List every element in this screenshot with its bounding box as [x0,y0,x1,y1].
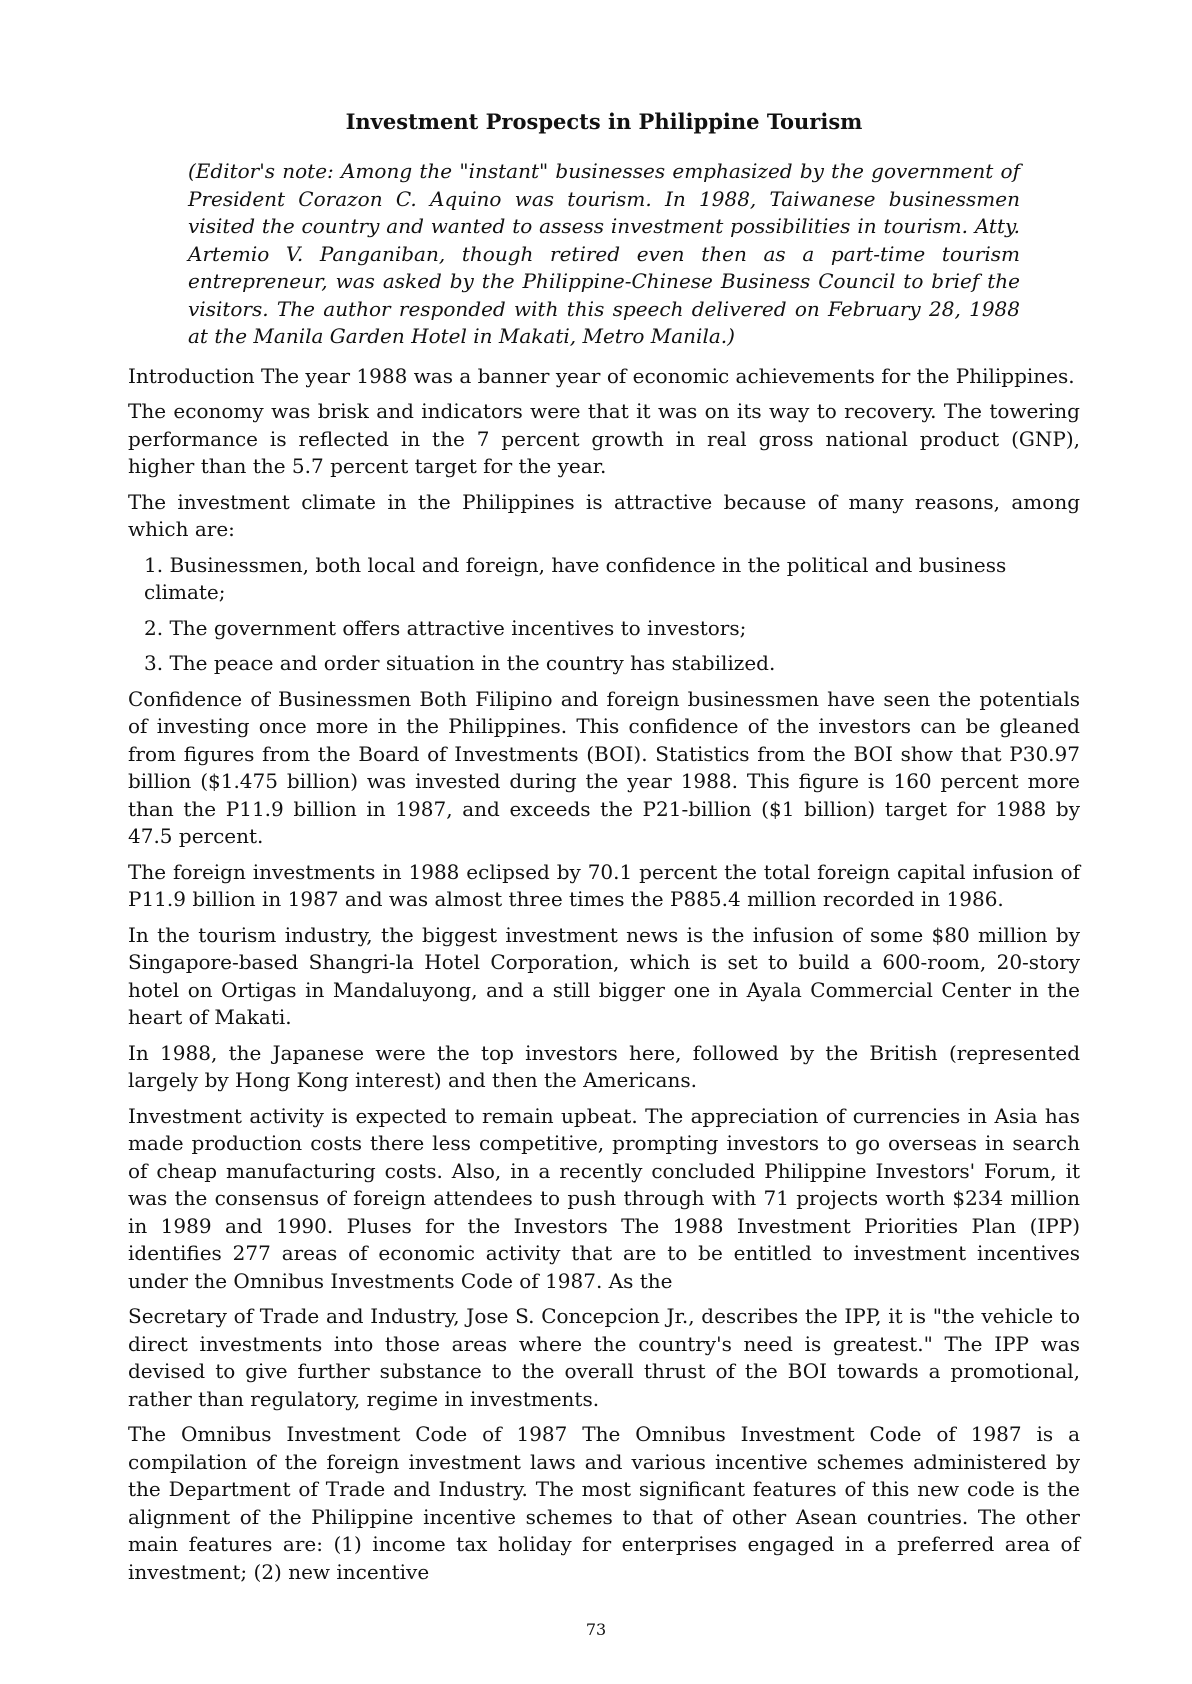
document-page [128,108,1080,1594]
page-number: 73 [585,1620,607,1639]
list-item: 1. Businessmen, both local and foreign, have confidence in the political and business climate; [144,552,1007,604]
paragraph-secretary: Secretary of Trade and Industry, Jose S. Concepcion Jr., describes the IPP, it is "the vehicle to direct investments into those areas where the country's need is greatest." The IPP was devised to give further substance to the overall thrust of the BOI towards a promotional, rather than regulatory, regime in investments. [128,1304,1080,1411]
list-item: 3. The peace and order situation in the country has stabilized. [144,651,776,675]
paragraph-omnibus-code: The Omnibus Investment Code of 1987 The Omnibus Investment Code of 1987 is a compilation of the foreign investment laws and various incentive schemes administered by the Department of Trade and Industry. The most significant features of this new code is the alignment of the Philippine incentive schemes to that of other Asean countries. The other main features are: (1) income tax holiday for enterprises engaged in a preferred area of investment; (2) new incentive [128,1422,1080,1584]
paragraph-introduction: Introduction The year 1988 was a banner year of economic achievements for the Philippines. [128,363,1075,388]
paragraph-top-investors: In 1988, the Japanese were the top investors here, followed by the British (represented largely by Hong Kong interest) and then the Americans. [128,1040,1080,1092]
list-item: 2. The government offers attractive incentives to investors; [144,615,747,640]
document-title: Investment Prospects in Philippine Tourism [345,109,863,134]
paragraph-foreign-investments: The foreign investments in 1988 eclipsed by 70.1 percent the total foreign capital infusion of P11.9 billion in 1987 and was almost three times the P885.4 million recorded in 1986. [128,859,1080,911]
paragraph-investment-climate: The investment climate in the Philippines is attractive because of many reasons, among which are: [128,489,1080,541]
paragraph-tourism-industry: In the tourism industry, the biggest investment news is the infusion of some $80 million by Singapore-based Shangri-la Hotel Corporation, which is set to build a 600-room, 20-story hotel on Ortigas in Mandaluyong, and a still bigger one in Ayala Commercial Center in the heart of Makati. [128,922,1080,1029]
paragraph-economy: The economy was brisk and indicators were that it was on its way to recovery. The towering performance is reflected in the 7 percent growth in real gross national product (GNP), higher than the 5.7 percent target for the year. [128,399,1080,478]
editor-note: (Editor's note: Among the "instant" businesses emphasized by the government of President Corazon C. Aquino was tourism. In 1988, Taiwanese businessmen visited the country and wanted to assess investment possibilities in tourism. Atty. Artemio V. Panganiban, though retired even then as a part-time tourism entrepreneur, was asked by the Philippine-Chinese Business Council to brief the visitors. The author responded with this speech delivered on February 28, 1988 at the Manila Garden Hotel in Makati, Metro Manila.) [188,159,1020,348]
paragraph-confidence: Confidence of Businessmen Both Filipino and foreign businessmen have seen the potentials of investing once more in the Philippines. This confidence of the investors can be gleaned from figures from the Board of Investments (BOI). Statistics from the BOI show that P30.97 billion ($1.475 billion) was invested during the year 1988. This figure is 160 percent more than the P11.9 billion in 1987, and exceeds the P21-billion ($1 billion) target for 1988 by 47.5 percent. [128,686,1080,848]
reasons-list [128,552,1080,678]
paragraph-investment-activity: Investment activity is expected to remain upbeat. The appreciation of currencies in Asia has made production costs there less competitive, prompting investors to go overseas in search of cheap manufacturing costs. Also, in a recently concluded Philippine Investors' Forum, it was the consensus of foreign attendees to push through with 71 projects worth $234 million in 1989 and 1990. Pluses for the Investors The 1988 Investment Priorities Plan (IPP) identifies 277 areas of economic activity that are to be entitled to investment incentives under the Omnibus Investments Code of 1987. As the [128,1103,1080,1293]
